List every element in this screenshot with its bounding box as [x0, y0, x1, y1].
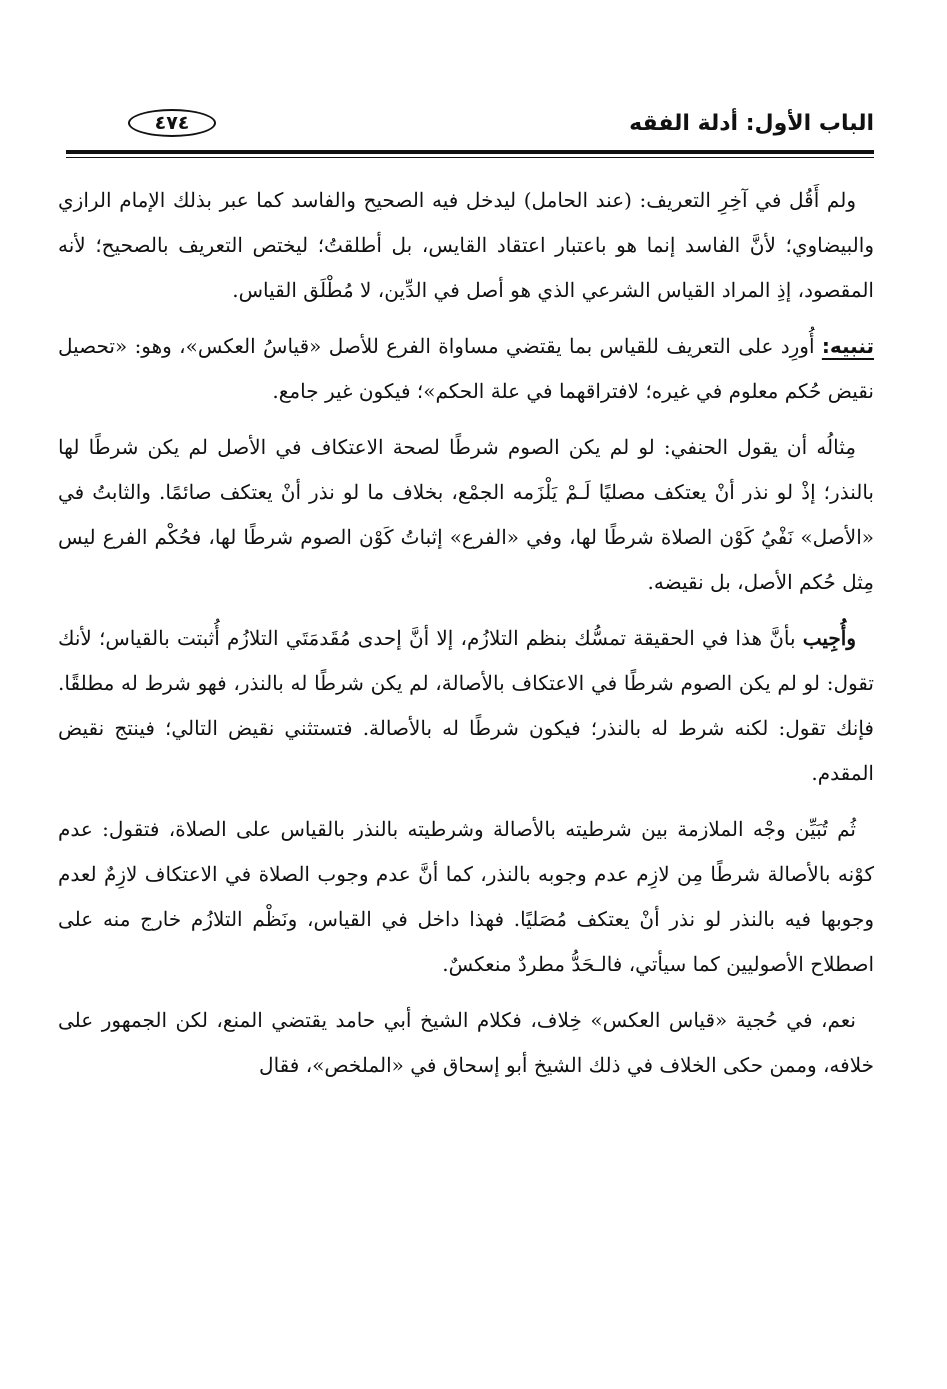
page-number-badge: ٤٧٤ [128, 109, 216, 137]
paragraph-text: ولم أَقُل في آخِرِ التعريف: (عند الحامل) ليدخل فيه الصحيح والفاسد كما عبر بذلك الإمام الرازي والبيضاوي؛ لأنَّ الفاسد إنما هو باعتبار اعتقاد القايس، بل أطلقتُ؛ ليختص التعريف بالصحيح؛ لأنه المقصود، إذِ المراد القياس الشرعي الذي هو أصل في الدِّين، لا مُطْلَق القياس. [58, 188, 874, 302]
paragraph [58, 178, 874, 313]
paragraph-answer [58, 616, 874, 796]
paragraph [58, 998, 874, 1088]
paragraph [58, 807, 874, 987]
chapter-title: الباب الأول: أدلة الفقه [629, 111, 874, 136]
answer-heading: وأُجِيب [802, 626, 856, 650]
paragraph-note [58, 324, 874, 414]
paragraph-text: نعم، في حُجية «قياس العكس» خِلاف، فكلام الشيخ أبي حامد يقتضي المنع، لكن الجمهور على خلافه، وممن حكى الخلاف في ذلك الشيخ أبو إسحاق في «الملخص»، فقال [58, 1008, 874, 1077]
note-heading: تنبيه: [821, 334, 874, 358]
running-header [66, 103, 874, 145]
body-text [58, 178, 874, 1099]
paragraph [58, 425, 874, 605]
paragraph-text: ثُم تُبَيِّن وجْه الملازمة بين شرطيته بالأصالة وشرطيته بالنذر بالقياس على الصلاة، فتقول: عدم كوْنه بالأصالة شرطًا مِن لازِم عدم وجوبه بالنذر، كما أنَّ عدم وجوب الصلاة في الاعتكاف لازِمٌ لعدم وجوبها فيه بالنذر لو نذر أنْ يعتكف مُصَليًا. فهذا داخل في القياس، ونَظْم التلازُم خارج منه على اصطلاح الأصوليين كما سيأتي، فالـحَدُّ مطردٌ منعكسٌ. [58, 817, 874, 976]
paragraph-text: مِثالُه أن يقول الحنفي: لو لم يكن الصوم شرطًا لصحة الاعتكاف في الأصل لم يكن شرطًا لها بالنذر؛ إذْ لو نذر أنْ يعتكف مصليًا لَـمْ يَلْزَمه الجمْع، بخلاف ما لو نذر أنْ يعتكف صائمًا. والثابتُ في «الأصل» نَفْيُ كَوْن الصلاة شرطًا لها، وفي «الفرع» إثباتُ كَوْن الصوم شرطًا لها، فحُكْم الفرع ليس مِثل حُكم الأصل، بل نقيضه. [58, 435, 874, 594]
paragraph-text: بأنَّ هذا في الحقيقة تمسُّك بنظم التلازُم، إلا أنَّ إحدى مُقَدمَتَي التلازُم أُثبتت بالقياس؛ لأنك تقول: لو لم يكن الصوم شرطًا في الاعتكاف بالأصالة، لم يكن شرطًا له بالنذر، فهو شرط له مطلقًا. فإنك تقول: لكنه شرط له بالنذر؛ فيكون شرطًا له بالأصالة. فتستثني نقيض التالي؛ فينتج نقيض المقدم. [58, 626, 874, 785]
header-rule-thick [66, 150, 874, 154]
header-rule-thin [66, 157, 874, 158]
paragraph-text: أُورِد على التعريف للقياس بما يقتضي مساواة الفرع للأصل «قياسُ العكس»، وهو: «تحصيل نقيض حُكم معلوم في غيره؛ لافتراقهما في علة الحكم»؛ فيكون غير جامع. [58, 334, 874, 403]
